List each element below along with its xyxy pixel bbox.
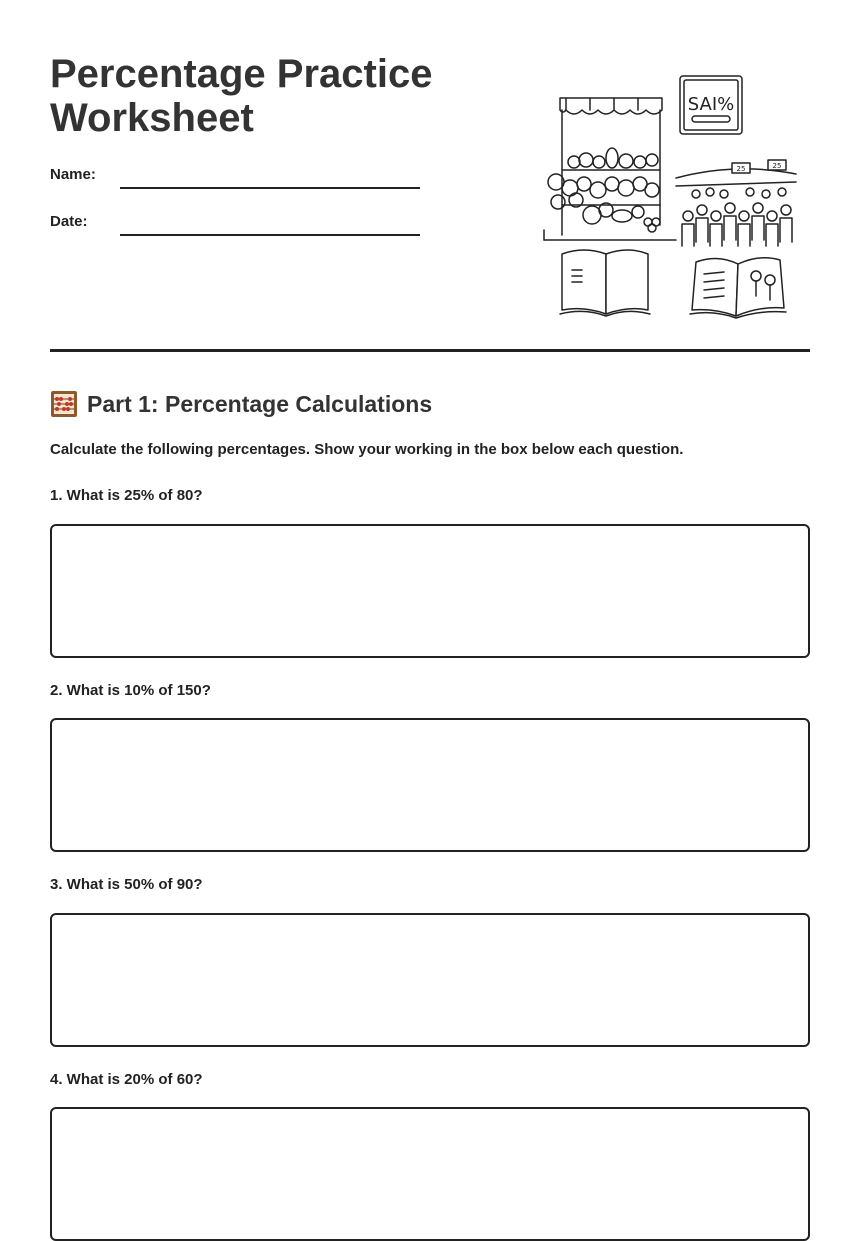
instructions-text: Calculate the following percentages. Show your working in the box below each question. xyxy=(50,441,684,458)
question-2: 2. What is 10% of 150? xyxy=(50,682,211,699)
answer-box-2[interactable] xyxy=(50,718,810,852)
answer-box-4[interactable] xyxy=(50,1107,810,1241)
answer-box-1[interactable] xyxy=(50,524,810,658)
open-book-left xyxy=(560,250,650,316)
sale-sign-text: SAI% xyxy=(687,94,735,115)
fruit-group xyxy=(548,148,660,232)
section-title: Part 1: Percentage Calculations xyxy=(87,391,433,417)
name-field[interactable] xyxy=(120,187,420,189)
answer-box-3[interactable] xyxy=(50,913,810,1047)
crowd-group xyxy=(682,188,792,246)
name-label: Name: xyxy=(50,166,96,183)
price-tag-1: 25 xyxy=(736,165,746,173)
worksheet-title: Percentage Practice Worksheet xyxy=(50,52,433,140)
question-4: 4. What is 20% of 60? xyxy=(50,1071,203,1088)
question-3: 3. What is 50% of 90? xyxy=(50,876,203,893)
date-field[interactable] xyxy=(120,234,420,236)
market-illustration xyxy=(536,70,802,320)
date-label: Date: xyxy=(50,213,88,230)
header-divider xyxy=(50,349,810,352)
open-book-right xyxy=(690,258,786,318)
price-tag-2: 25 xyxy=(772,162,782,170)
question-1: 1. What is 25% of 80? xyxy=(50,487,203,504)
abacus-icon xyxy=(50,390,78,418)
